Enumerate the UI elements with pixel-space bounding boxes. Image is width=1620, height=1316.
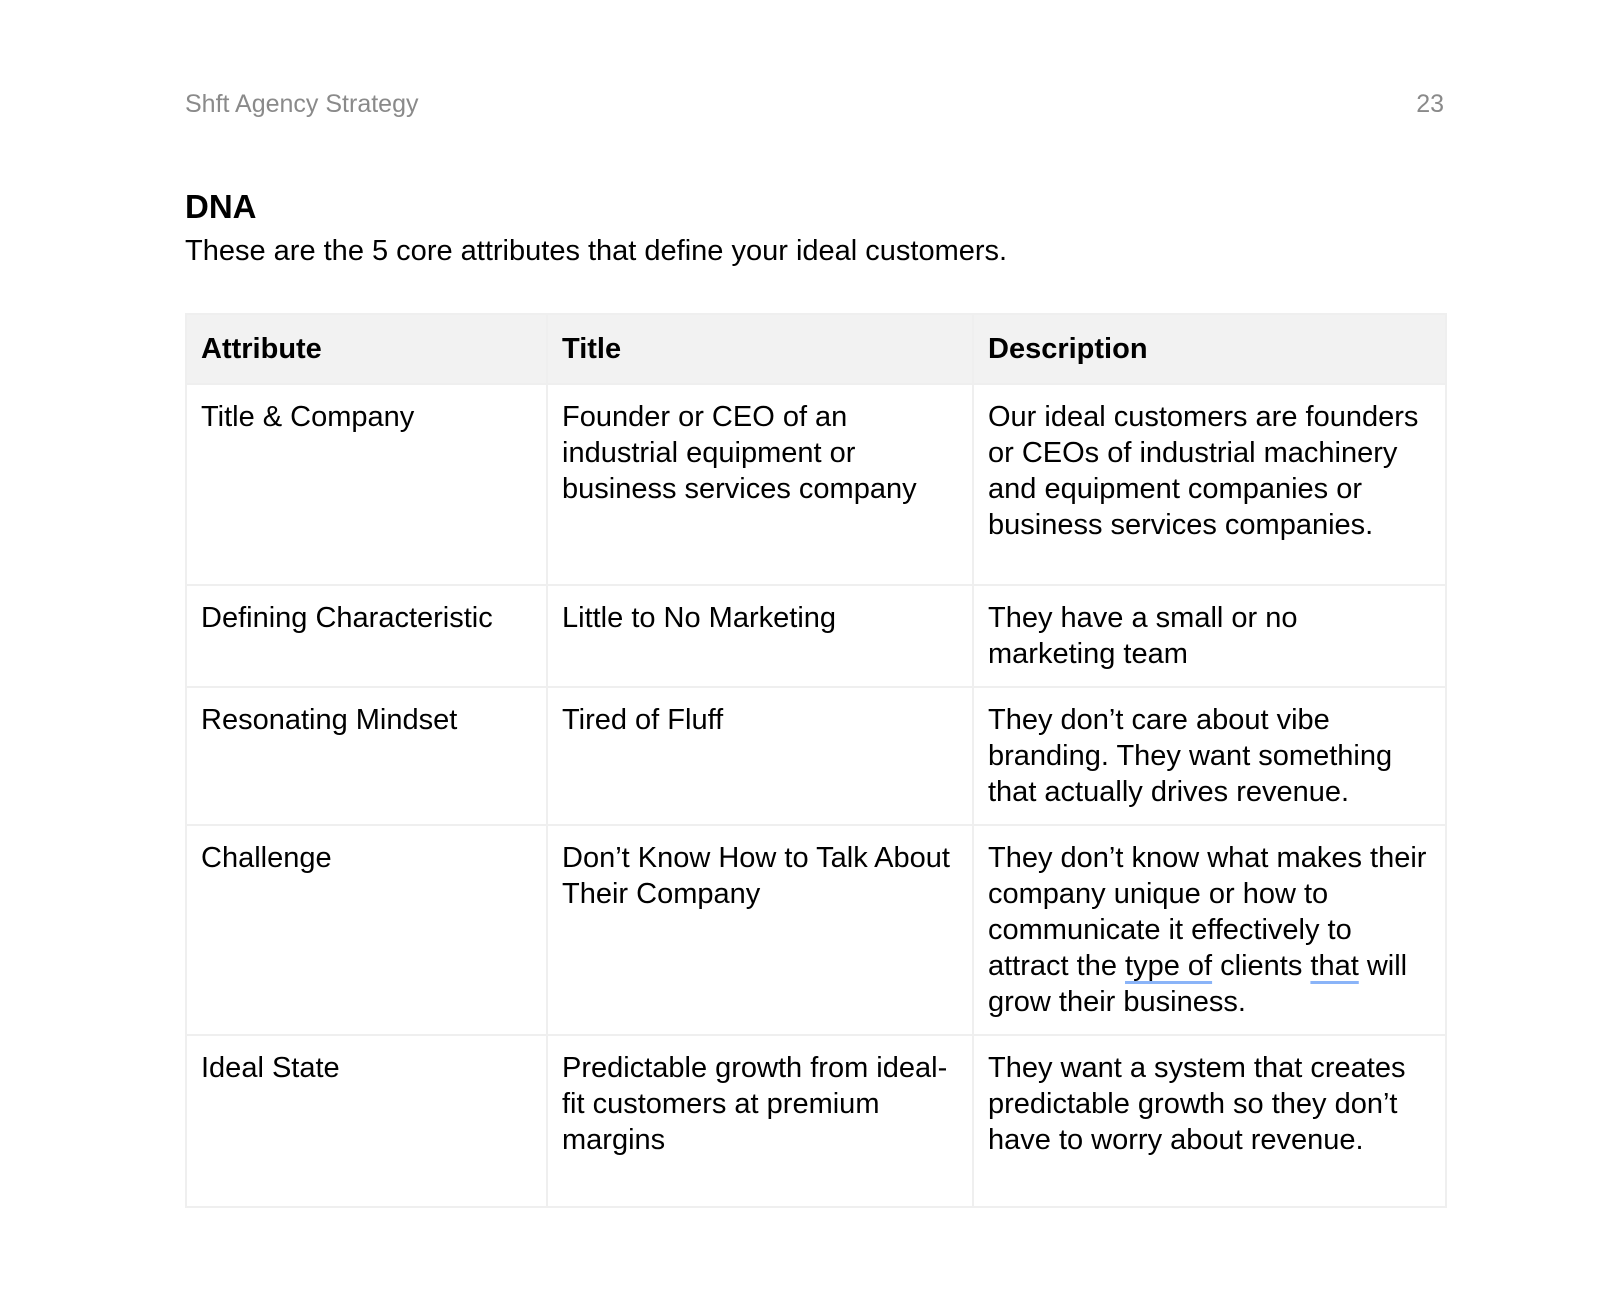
table-row — [186, 1035, 1446, 1207]
description-cell: Our ideal customers are founders or CEOs of industrial machinery and equipment companies or business services companies. — [973, 384, 1446, 585]
spellcheck-underlined-text[interactable]: that — [1310, 950, 1359, 982]
attribute-cell: Challenge — [186, 825, 547, 1035]
description-cell — [973, 825, 1446, 1035]
attribute-cell: Ideal State — [186, 1035, 547, 1207]
description-cell: They don’t care about vibe branding. They want something that actually drives revenue. — [973, 687, 1446, 825]
title-cell: Tired of Fluff — [547, 687, 973, 825]
description-text: clients — [1212, 950, 1311, 982]
description-cell: They want a system that creates predictable growth so they don’t have to worry about revenue. — [973, 1035, 1446, 1207]
attribute-cell: Defining Characteristic — [186, 585, 547, 687]
description-text: They don’t know what makes their company unique or how to communicate it effectively to attract the — [988, 842, 1427, 982]
title-cell: Little to No Marketing — [547, 585, 973, 687]
table-row — [186, 687, 1446, 825]
description-cell: They have a small or no marketing team — [973, 585, 1446, 687]
column-header-description: Description — [973, 314, 1446, 384]
title-cell: Predictable growth from ideal-fit customers at premium margins — [547, 1035, 973, 1207]
document-title: Shft Agency Strategy — [185, 90, 419, 118]
title-cell: Founder or CEO of an industrial equipment or business services company — [547, 384, 973, 585]
table-row — [186, 825, 1446, 1035]
table-row — [186, 384, 1446, 585]
section-intro: These are the 5 core attributes that define your ideal customers. — [185, 235, 1008, 267]
section-heading: DNA — [185, 188, 257, 225]
title-cell: Don’t Know How to Talk About Their Company — [547, 825, 973, 1035]
table-row — [186, 585, 1446, 687]
page-number: 23 — [1416, 90, 1444, 118]
attribute-cell: Title & Company — [186, 384, 547, 585]
column-header-title: Title — [547, 314, 973, 384]
dna-table — [185, 313, 1447, 1208]
page-header — [185, 90, 1444, 122]
spellcheck-underlined-text[interactable]: type of — [1125, 950, 1213, 982]
attribute-cell: Resonating Mindset — [186, 687, 547, 825]
column-header-attribute: Attribute — [186, 314, 547, 384]
table-header-row — [186, 314, 1446, 384]
description-text: will grow their business. — [988, 950, 1408, 1018]
